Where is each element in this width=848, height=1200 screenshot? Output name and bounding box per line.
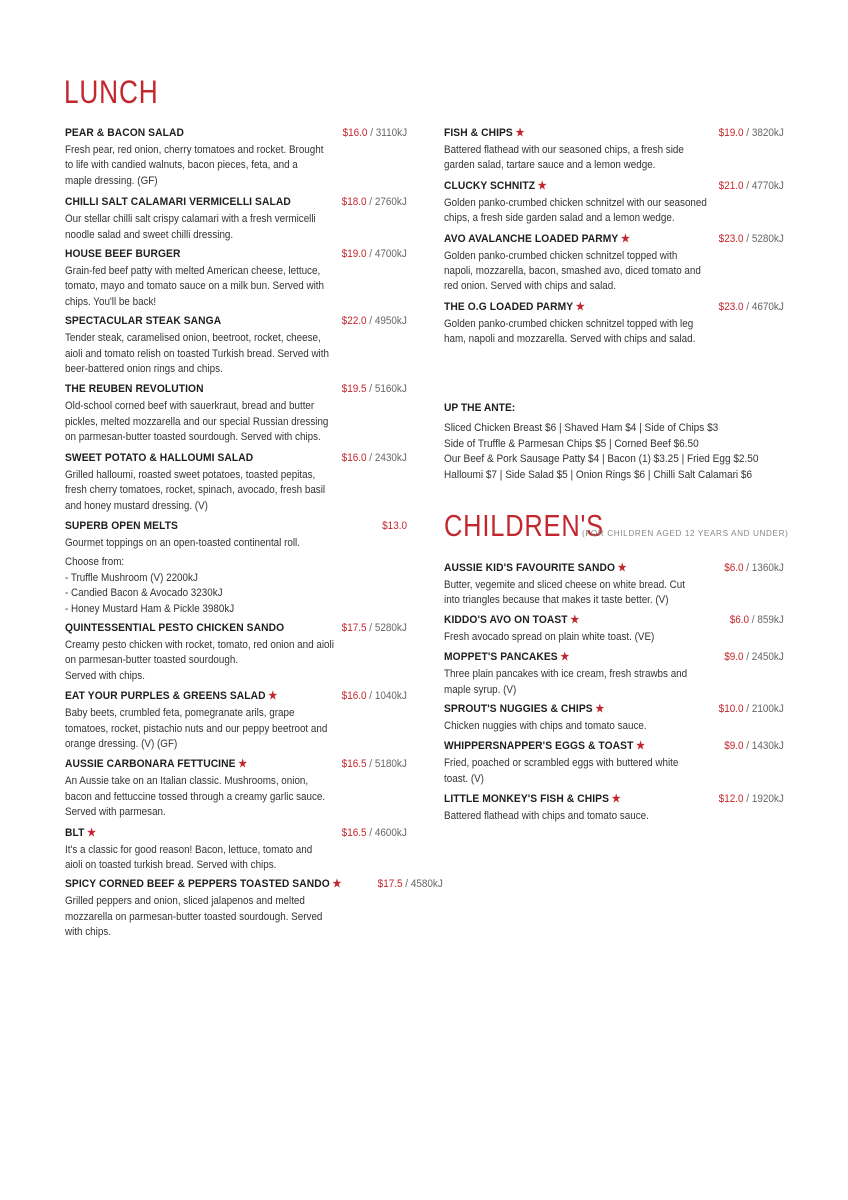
menu-item-header [65,247,407,262]
menu-item-description [444,719,723,734]
menu-item [65,877,444,940]
price-separator: / [743,793,752,806]
menu-item-description [65,143,344,189]
menu-item-name-wrap [65,826,96,841]
price-separator: / [743,703,752,716]
menu-item-header [65,451,407,466]
menu-item-name-wrap [444,232,630,247]
menu-item-name: PEAR & BACON SALAD [65,127,184,139]
price-separator: / [749,613,758,626]
up-the-ante-title: UP THE ANTE: [444,402,516,414]
menu-item-kilojoules: 4950kJ [374,315,407,328]
menu-item-description [444,756,723,787]
menu-item-header [444,702,784,717]
menu-item-price-wrap [378,877,443,892]
menu-item-price-wrap [724,650,784,665]
menu-item-price: $17.5 [341,621,367,634]
menu-item-name: WHIPPERSNAPPER'S EGGS & TOAST [444,740,634,753]
description-line: aioli on toasted turkish bread. Served with chips. [65,859,277,871]
menu-item-price: $6.0 [724,562,744,574]
menu-item-header [65,314,407,329]
description-line: Grilled peppers and onion, sliced jalapenos and melted [65,895,305,908]
menu-item-price: $6.0 [729,613,750,626]
price-separator: / [366,248,375,261]
description-line: on parmesan-butter toasted sourdough. [65,654,239,667]
menu-item-kilojoules: 1360kJ [751,562,784,574]
menu-item-header [444,650,784,665]
description-line: Chicken nuggies with chips and tomato sauce. [444,720,647,733]
description-line: Gourmet toppings on an open-toasted continental roll. [65,536,300,549]
price-separator: / [743,740,752,753]
menu-item-name: QUINTESSENTIAL PESTO CHICKEN SANDO [65,621,285,634]
menu-item-header [65,877,444,892]
menu-item-description [65,843,344,874]
menu-item-kilojoules: 2450kJ [751,651,784,664]
menu-item-name-wrap [65,451,253,466]
description-line: aioli and tomato relish on toasted Turkish bread. Served with [65,347,329,360]
description-line: Served with chips. [65,669,145,682]
menu-item-description [65,264,344,310]
description-line: tomato, mayo and tomato sauce on a milk bun. Served with [65,280,325,293]
description-line: It's a classic for good reason! Bacon, lettuce, tomato and [65,843,313,856]
menu-item-header [65,826,407,841]
menu-item-description [444,578,723,609]
menu-item-kilojoules: 1430kJ [751,740,784,753]
description-line: ham, napoli and mozzarella. Served with chips and salad. [444,333,696,346]
menu-item [65,126,407,189]
description-line: maple dressing. (GF) [65,174,158,187]
menu-item-price-wrap [342,689,407,704]
star-icon: ★ [617,562,627,574]
description-line: Old-school corned beef with sauerkraut, bread and butter [65,400,315,413]
menu-item-price: $17.5 [377,878,403,891]
menu-item-price-wrap [342,314,407,329]
menu-item-name: CHILLI SALT CALAMARI VERMICELLI SALAD [65,196,291,209]
menu-item-name-wrap [65,195,291,210]
star-icon: ★ [595,703,605,716]
menu-item [65,757,407,820]
menu-item-name-wrap [444,792,621,807]
description-line: Baby beets, crumbled feta, pomegranate arils, grape [65,707,295,720]
description-line: Battered flathead with our seasoned chips, a fresh side [444,144,684,156]
lunch-section-title: LUNCH [64,74,159,110]
menu-item-price: $22.0 [341,315,367,328]
menu-item-price: $16.5 [341,758,367,771]
menu-item-header [444,792,784,807]
star-icon: ★ [332,878,342,891]
up-the-ante-list [444,421,779,483]
menu-item-name: MOPPET'S PANCAKES [444,651,558,664]
description-line: Creamy pesto chicken with rocket, tomato, red onion and aioli [65,638,334,651]
description-line: on parmesan-butter toasted sourdough. Served with chips. [65,431,321,444]
menu-item [444,739,784,787]
menu-item-kilojoules: 859kJ [757,613,784,626]
menu-item-name: SUPERB OPEN MELTS [65,519,178,532]
menu-item-kilojoules: 4700kJ [374,248,407,261]
menu-item-description [444,317,723,348]
menu-item-price-wrap [724,739,784,754]
menu-item-price-wrap [719,232,784,247]
menu-item-name-wrap [65,314,221,329]
menu-item-options [65,555,383,617]
description-line: Fried, poached or scrambled eggs with buttered white [444,757,679,770]
menu-item-name-wrap [65,247,180,262]
menu-item-price: $19.5 [341,383,367,396]
menu-item-price-wrap [719,126,784,141]
children-section-title: CHILDREN'S [444,508,604,543]
description-line: Grilled halloumi, roasted sweet potatoes, toasted pepitas, [65,468,316,481]
description-line: Butter, vegemite and sliced cheese on white bread. Cut [444,579,685,591]
description-line: to life with candied walnuts, bacon pieces, feta, and a [65,159,298,172]
description-line: and honey mustard dressing. (V) [65,499,208,512]
menu-item [65,519,407,617]
menu-item-price: $18.0 [341,196,367,209]
menu-item-header [65,621,407,636]
description-line: napoli, mozzarella, bacon, smashed avo, diced tomato and [444,265,701,278]
price-separator: / [366,826,375,839]
menu-item-kilojoules: 2100kJ [751,703,784,716]
menu-item-price-wrap [342,757,407,772]
menu-item-name: HOUSE BEEF BURGER [65,248,181,261]
menu-item-price: $13.0 [382,519,407,532]
menu-item-kilojoules: 3110kJ [375,127,407,139]
menu-item-price: $9.0 [724,651,744,664]
menu-item-header [65,689,407,704]
price-separator: / [743,651,752,664]
description-line: chips. You'll be back! [65,295,157,308]
description-line: Golden panko-crumbed chicken schnitzel topped with [444,249,678,262]
star-icon: ★ [515,127,525,139]
menu-item-name-wrap [65,126,184,141]
menu-item [65,689,407,752]
menu-item-header [444,613,784,628]
menu-item-header [444,126,784,141]
description-line: mozzarella on parmesan-butter toasted sourdough. Served [65,910,323,923]
menu-item-price: $23.0 [718,300,744,313]
menu-item [444,792,784,824]
menu-item-price: $19.0 [341,248,367,261]
menu-item-price: $19.0 [718,127,744,139]
menu-item-description [65,774,344,820]
menu-item-name-wrap [65,757,247,772]
star-icon: ★ [268,690,278,703]
menu-item-description [444,809,723,824]
menu-item-header [65,195,407,210]
menu-item-header [444,561,784,576]
menu-item-name: BLT [65,826,85,839]
description-line: Fresh avocado spread on plain white toast. (VE) [444,630,655,643]
star-icon: ★ [636,740,646,753]
menu-item-header [65,519,407,534]
menu-item [65,621,407,684]
menu-item-price: $16.0 [341,451,367,464]
menu-item-price: $23.0 [718,232,744,245]
description-line: fresh cherry tomatoes, rocket, spinach, avocado, fresh basil [65,484,326,497]
menu-item-description [65,212,344,243]
children-items-column [444,561,784,825]
menu-item-price-wrap [719,702,784,717]
menu-item-description [65,399,344,445]
star-icon: ★ [238,758,248,771]
description-line: Three plain pancakes with ice cream, fresh strawbs and [444,668,688,681]
description-line: beer-battered onion rings and chips. [65,363,223,376]
menu-item-kilojoules: 4580kJ [410,878,444,891]
menu-item-name-wrap [444,613,579,628]
menu-item-name-wrap [444,702,604,717]
description-line: bacon and fettuccine tossed through a creamy garlic sauce. [65,790,326,803]
menu-item-kilojoules: 5280kJ [374,621,407,634]
menu-item-price-wrap [343,126,407,141]
menu-item-price: $16.5 [341,826,367,839]
menu-item-name: SPECTACULAR STEAK SANGA [65,315,222,328]
menu-item-header [65,757,407,772]
price-separator: / [366,758,375,771]
menu-item-price-wrap [719,179,784,194]
price-separator: / [743,127,752,139]
star-icon: ★ [575,300,585,313]
menu-item-kilojoules: 5180kJ [374,758,407,771]
menu-item-price-wrap [719,792,784,807]
lunch-left-column [65,126,444,941]
menu-item-name-wrap [444,650,569,665]
description-line: Served with parmesan. [65,806,166,819]
option-line: - Honey Mustard Ham & Pickle 3980kJ [65,602,235,615]
menu-item-price: $16.0 [342,127,368,139]
menu-item-name: AUSSIE KID'S FAVOURITE SANDO [444,562,616,574]
star-icon: ★ [560,651,570,664]
menu-item-name: KIDDO'S AVO ON TOAST [444,613,568,626]
menu-item-name: CLUCKY SCHNITZ [444,179,536,192]
menu-item-description [65,706,344,752]
menu-item-price: $9.0 [724,740,744,753]
ante-option-line: Sliced Chicken Breast $6 | Shaved Ham $4 | Side of Chips $3 [444,422,719,434]
description-line: Fresh pear, red onion, cherry tomatoes and rocket. Brought [65,144,324,156]
menu-item [444,650,784,698]
menu-item [65,826,407,874]
menu-item-price-wrap [724,561,784,576]
menu-item-price-wrap [342,621,407,636]
menu-item-name: FISH & CHIPS [444,127,513,139]
menu-item-price-wrap [719,300,784,315]
star-icon: ★ [570,613,580,626]
menu-item-description [65,894,344,940]
star-icon: ★ [621,232,631,245]
menu-item-kilojoules: 1920kJ [751,793,784,806]
menu-item [444,561,784,609]
menu-item-description [444,196,723,227]
menu-item-header [444,739,784,754]
option-line: - Candied Bacon & Avocado 3230kJ [65,587,223,600]
menu-item-kilojoules: 5280kJ [751,232,784,245]
price-separator: / [366,621,375,634]
menu-item-price-wrap [382,519,407,534]
description-line: orange dressing. (V) (GF) [65,737,178,750]
menu-item-kilojoules: 2430kJ [374,451,407,464]
menu-item-description [65,536,344,551]
menu-item-description [444,143,723,174]
option-line: - Truffle Mushroom (V) 2200kJ [65,571,198,584]
menu-item-price-wrap [342,247,407,262]
menu-item-name: SWEET POTATO & HALLOUMI SALAD [65,451,254,464]
menu-item-price-wrap [342,382,407,397]
price-separator: / [743,232,752,245]
menu-item [444,179,784,227]
menu-item-name-wrap [65,689,277,704]
option-line: Choose from: [65,556,125,569]
ante-option-line: Our Beef & Pork Sausage Patty $4 | Bacon (1) $3.25 | Fried Egg $2.50 [444,453,759,466]
description-line: Our stellar chilli salt crispy calamari with a fresh vermicelli [65,213,316,226]
description-line: tomatoes, rocket, pistachio nuts and our peppy beetroot and [65,722,328,735]
description-line: red onion. Served with chips and salad. [444,280,616,293]
menu-item-name: AUSSIE CARBONARA FETTUCINE [65,758,236,771]
price-separator: / [366,690,375,703]
menu-item-name-wrap [444,126,525,141]
menu-item [444,300,784,348]
description-line: toast. (V) [444,772,484,785]
menu-item-name-wrap [444,179,547,194]
menu-item-price: $16.0 [341,690,367,703]
menu-item-name: THE O.G LOADED PARMY [444,300,574,313]
lunch-right-column [444,126,784,348]
menu-item-name-wrap [65,877,341,892]
menu-item [65,247,407,310]
menu-item-price-wrap [342,826,407,841]
menu-item-name-wrap [444,561,627,576]
menu-item [444,232,784,295]
children-age-note: (FOR CHILDREN AGED 12 YEARS AND UNDER) [582,529,789,538]
description-line: maple syrup. (V) [444,683,517,696]
menu-item-header [444,232,784,247]
menu-item-name: SPROUT'S NUGGIES & CHIPS [444,703,593,716]
description-line: into triangles because that makes it taste better. (V) [444,594,669,607]
menu-item-kilojoules: 3820kJ [751,127,784,139]
menu-item [444,613,784,645]
menu-item-name: SPICY CORNED BEEF & PEPPERS TOASTED SANDO [65,878,330,891]
menu-item-description [65,468,344,514]
price-separator: / [366,196,375,209]
menu-item-name-wrap [65,519,178,534]
menu-item-name: THE REUBEN REVOLUTION [65,383,204,396]
menu-item-name-wrap [65,621,284,636]
menu-item [444,126,784,174]
description-line: Golden panko-crumbed chicken schnitzel with our seasoned [444,196,707,209]
menu-item-description [444,249,723,295]
menu-item [444,702,784,734]
menu-item [65,314,407,377]
price-separator: / [367,127,376,139]
menu-item [65,451,407,514]
menu-item [65,382,407,445]
menu-item-header [65,126,407,141]
menu-item-description [444,630,723,645]
menu-item-price: $21.0 [718,179,744,192]
menu-item-description [444,667,723,698]
menu-item-name-wrap [444,739,645,754]
star-icon: ★ [537,179,547,192]
menu-item-name-wrap [65,382,204,397]
description-line: noodle salad and sweet chilli dressing. [65,228,234,241]
description-line: An Aussie take on an Italian classic. Mushrooms, onion, [65,775,309,788]
price-separator: / [366,315,375,328]
price-separator: / [743,300,752,313]
menu-item-name: EAT YOUR PURPLES & GREENS SALAD [65,690,266,703]
star-icon: ★ [611,793,621,806]
price-separator: / [743,562,752,574]
menu-item-price-wrap [342,195,407,210]
ante-option-line: Halloumi $7 | Side Salad $5 | Onion Rings $6 | Chilli Salt Calamari $6 [444,468,753,481]
description-line: Battered flathead with chips and tomato sauce. [444,810,649,823]
menu-item-name: LITTLE MONKEY'S FISH & CHIPS [444,793,610,806]
menu-item-price-wrap [730,613,784,628]
menu-item-kilojoules: 4670kJ [751,300,784,313]
description-line: garden salad, tartare sauce and a lemon wedge. [444,159,656,172]
children-section [444,508,789,544]
description-line: Grain-fed beef patty with melted American cheese, lettuce, [65,265,321,278]
menu-item-header [65,382,407,397]
menu-item-kilojoules: 1040kJ [374,690,407,703]
menu-item-price-wrap [342,451,407,466]
price-separator: / [366,383,375,396]
menu-item-kilojoules: 4600kJ [374,826,407,839]
price-separator: / [366,451,375,464]
menu-item-header [444,300,784,315]
menu-item-description [65,331,344,377]
menu-item-price: $10.0 [718,703,744,716]
menu-item-name-wrap [444,300,585,315]
description-line: Golden panko-crumbed chicken schnitzel topped with leg [444,317,694,330]
description-line: pickles, melted mozzarella and our special Russian dressing [65,415,329,428]
ante-option-line: Side of Truffle & Parmesan Chips $5 | Corned Beef $6.50 [444,437,699,450]
menu-item-kilojoules: 2760kJ [374,196,407,209]
price-separator: / [743,179,752,192]
menu-item-kilojoules: 5160kJ [374,383,407,396]
description-line: chips, a fresh side garden salad and a lemon wedge. [444,212,675,225]
menu-item-header [444,179,784,194]
menu-item-name: AVO AVALANCHE LOADED PARMY [444,232,619,245]
menu-item [65,195,407,243]
menu-item-description [65,638,344,684]
star-icon: ★ [87,826,97,839]
description-line: Tender steak, caramelised onion, beetroot, rocket, cheese, [65,332,321,345]
description-line: with chips. [65,926,112,939]
menu-item-kilojoules: 4770kJ [751,179,784,192]
price-separator: / [402,878,411,891]
menu-item-price: $12.0 [718,793,744,806]
